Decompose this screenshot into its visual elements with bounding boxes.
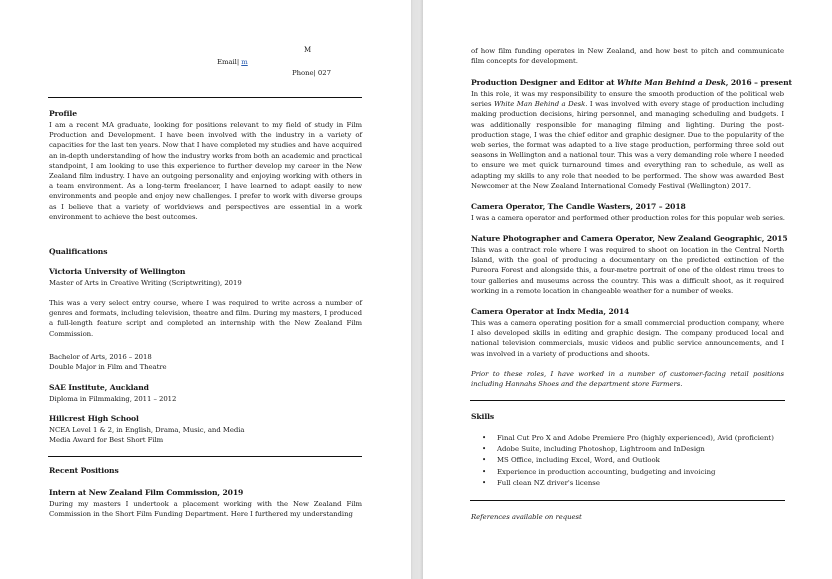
position-title: Camera Operator at Indx Media, 2014 xyxy=(471,307,630,316)
qualification-institution: Hillcrest High School xyxy=(49,414,139,423)
qualification-institution: SAE Institute, Auckland xyxy=(49,383,149,392)
prior-roles-note: Prior to these roles, I have worked in a number of customer-facing retail positions including Hannahs Shoes and the department store Farmers. xyxy=(471,370,784,389)
applicant-name: M xyxy=(304,46,312,54)
position-title-prefix: Production Designer and Editor at xyxy=(471,78,618,87)
email-link[interactable]: m xyxy=(241,58,248,66)
position-title: Intern at New Zealand Film Commission, 2019 xyxy=(49,488,244,497)
qualification-major: Double Major in Film and Theatre xyxy=(49,363,167,371)
section-divider xyxy=(48,456,362,457)
profile-heading: Profile xyxy=(49,109,77,118)
phone-value: 027 xyxy=(317,69,331,77)
position-title-show: White Man Behind a Desk xyxy=(617,78,726,87)
references-note: References available on request xyxy=(471,513,582,521)
email-line xyxy=(217,57,248,67)
position-text xyxy=(471,89,784,191)
qualification-award: Media Award for Best Short Film xyxy=(49,436,164,444)
phone-line xyxy=(292,68,331,78)
qualification-degree: Diploma in Filmmaking, 2011 – 2012 xyxy=(49,395,177,403)
page-gap xyxy=(411,0,423,579)
position-text: During my masters I undertook a placement working with the New Zealand Film Commission in the Short Film Funding Department. Here I furthered my understanding xyxy=(49,500,362,519)
position-title: Nature Photographer and Camera Operator, New Zealand Geographic, 2015 xyxy=(471,234,788,243)
qualification-description: This was a very select entry course, where I was required to write across a number of genres and formats, including television, theatre and film. During my masters, I produced a full-length feature script and completed an internship with the New Zealand Film Commission. xyxy=(49,299,362,338)
profile-text: I am a recent MA graduate, looking for positions relevant to my field of study in Film Production and Development. I have been involved with the industry in a variety of capacities for the last ten years. Now that I have completed my studies and have acquired an in-depth understanding of how the industry works from both an academic and practical standpoint, I am looking to use this experience to further develop my career in the New Zealand film industry. I have an outgoing personality and enjoying working with others in a team environment. As a long-term freelancer, I have learned to adapt easily to new environments and people and enjoy new challenges. I prefer to work with diverse groups as I believe that a variety of worldviews and perspectives are essential in a work environment to achieve the best outcomes. xyxy=(49,121,362,221)
continued-position-text: of how film funding operates in New Zealand, and how best to pitch and communicate film concepts for development. xyxy=(471,47,784,66)
skill-item: • Adobe Suite, including Photoshop, Lightroom and InDesign xyxy=(471,444,801,455)
position-text-part: . I was involved with every stage of production including making production decisions, hiring personnel, and managing scheduling and budgets. I was additionally responsible for managing filming and lighting. During the post-production stage, I was the chief editor and graphic designer. Due to the popularity of the web series, the format was adapted to a live stage production, performing three sold out seasons in Wellington and a national tour. This was a very demanding role where I needed to ensure we met quick turnaround times and everything ran to schedule, as well as adapting my skills to any role that needed to be performed. The show was awarded Best Newcomer at the New Zealand International Comedy Festival (Wellington) 2017. xyxy=(471,100,784,190)
email-label: Email| xyxy=(217,58,240,66)
section-divider xyxy=(470,500,785,501)
phone-label: Phone| xyxy=(292,69,316,77)
skill-item: • Full clean NZ driver's license xyxy=(471,478,801,489)
document-page-2 xyxy=(423,0,832,579)
position-text: This was a contract role where I was required to shoot on location in the Central North Island, with the goal of producing a documentary on the predicted extinction of the Pureora Forest and alongside this, a four-metre portrait of one of the oldest rimu trees to tour galleries and museums across the country. This was a difficult shoot, as it required working in a remote location in changeable weather for a number of weeks. xyxy=(471,246,784,295)
recent-positions-heading: Recent Positions xyxy=(49,466,119,475)
position-title: Camera Operator, The Candle Wasters, 2017 – 2018 xyxy=(471,202,686,211)
position-title xyxy=(471,78,792,89)
header-divider xyxy=(48,97,362,98)
qualification-degree: NCEA Level 1 & 2, in English, Drama, Music, and Media xyxy=(49,426,245,434)
qualification-degree: Bachelor of Arts, 2016 – 2018 xyxy=(49,353,152,361)
position-text-show: White Man Behind a Desk xyxy=(493,100,586,109)
skill-item: • Final Cut Pro X and Adobe Premiere Pro (highly experienced), Avid (proficient) xyxy=(471,433,801,444)
section-divider xyxy=(470,400,785,401)
skill-item: • Experience in production accounting, budgeting and invoicing xyxy=(471,467,801,478)
document-page-1 xyxy=(0,0,411,579)
skill-item: • MS Office, including Excel, Word, and Outlook xyxy=(471,455,801,466)
qualification-degree: Master of Arts in Creative Writing (Scriptwriting), 2019 xyxy=(49,279,242,287)
position-text-part: In this role, it was my responsibility to ensure the smooth production of the political web series xyxy=(471,90,784,109)
position-title-dates: , 2016 – present xyxy=(725,78,792,87)
qualifications-heading: Qualifications xyxy=(49,247,108,256)
qualification-institution: Victoria University of Wellington xyxy=(49,267,186,276)
position-text: I was a camera operator and performed other production roles for this popular web series. xyxy=(471,214,785,222)
position-text: This was a camera operating position for a small commercial production company, where I also developed skills in editing and graphic design. The company produced local and national television commercials, music videos and public service announcements, and I was involved in a variety of productions and shoots. xyxy=(471,319,784,358)
skills-heading: Skills xyxy=(471,412,495,421)
skills-list xyxy=(471,433,801,489)
